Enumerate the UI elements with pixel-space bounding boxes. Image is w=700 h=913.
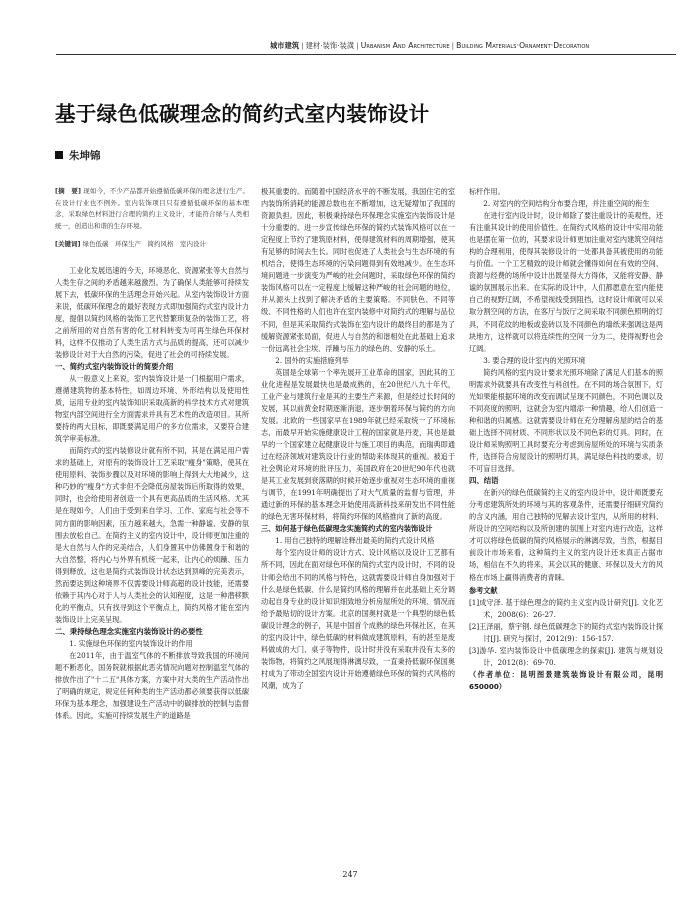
subsection-heading: 1. 实施绿色环保的室内装饰设计的作用 [69, 638, 193, 648]
header-category: 建材·装饰·装潢 [305, 41, 355, 50]
paragraph: 工业化发展迅速的今天，环境恶化、资源紧张等大自然与人类生存之间的矛盾越来越激烈。为了确保人类能够可持续发展下去，低碳环保的生活理念开始兴起。从室内装饰设计方面来说，低碳环保理念的最好表现方式即加强简约式室内设计力度，提倡以简约风格的装饰工艺代替繁琐复杂的装饰工艺，将之前所用的对自然有害的化工材料转变为可再生绿色环保材料，这样不仅推动了人类生活方式与品质的提高，还可以减少装修设计对于大自然的污染，促进了社会的可持续发展。 [55, 265, 249, 359]
column-1 [55, 186, 249, 722]
paragraph: 简约风格的室内设计要求光照环境除了满足人们基本的照明需求外就要具有改变性与科创性。在不同的场合氛围下，灯光如果能根据环境的改变而调试呈现不同颜色，不同色调以及不同亮度的照明，这就会为室内增添一种情趣，给人们创造一种和谐的归属感。这就需要设计师在充分理解房屋的结合的基础上选择不同材质、不同形状以及不同色彩的灯具。同时，在设计师采购照明工具时要充分考虑到房屋所处的环境与实质条件，选择符合房屋设计的照明灯具，满足绿色科技的要求，切不可盲目选择。 [469, 367, 663, 474]
reference-item: [2]王泽丽，蔡宇钢. 绿色低碳理念下的简约式室内装饰设计探讨[J]. 研究与探讨，2012(9)：156-157. [469, 621, 663, 643]
header-divider-3: | [451, 41, 455, 50]
section-heading: 二、秉持绿色理念实施室内装饰设计的必要性 [55, 626, 203, 636]
paragraph: 极其重要的。而随着中国经济水平的不断发展，我国住宅的室内装饰所消耗的能源总数也在不断增加，这无疑增加了我国的资源负担。因此，积极秉持绿色环保理念实施室内装饰设计是十分重要的。进一步宣传绿色环保的简约式装饰风格可以在一定程度上节约了建筑原材料，使得建筑材料的周期增强，使其有足够的时间去生长。同时也促进了人类社会与生态环境的有机结合，使得生态环境的污染问题得到有效地减少。在生态环境问题进一步演变为严峻的社会问题时，采取绿色环保的简约装饰风格可以在一定程度上缓解这种严峻的社会问题的地位，并从源头上找到了解决矛盾的主要策略。不同肤色、不同等级、不同性格的人们也许在室内装修中对简约式的理解与品位不同，但是其采取简约式装饰在室内设计的最终目的都是为了缓解资源紧张局面，促进人与自然的和谐相处在此基础上追求一份远离社会尘埃、浮躁与压力的绿色的、安静的乐土。 [261, 187, 455, 353]
subsection-heading: 2. 对室内的空间结构分布要合理，并注重空间的衔生 [483, 199, 650, 209]
author-line [55, 148, 101, 163]
author-name: 朱坤锦 [69, 150, 101, 162]
paragraph: 从一般意义上来说，室内装饰设计是一门根据用户需求，遵循建筑物的基本特性，如周边环境、外形结构以及使用性质，运用专业的室内装饰知识采取高新的科学技术方式对建筑物室内部空间进行全方面需求并具有艺术性的改造项目。其所要持的两大目标，即既要满足用户的多方位需求，又要符合建筑学审美标准。 [55, 373, 249, 444]
subsection-heading: 1. 用自己独特的理解诠释出最美的简约式设计风格 [275, 536, 435, 546]
paragraph: 在进行室内设计时，设计师除了要注重设计的美观性，还有注重其设计的使用价值性。在简约式风格的设计中实用功能也是摆在第一位的，其要求设计师更加注重对室内建筑空间结构的合理利用，使得其装修设计的一处都具备其被使用的功能与价值。一个工艺精致的设计师就会懂得如何在有效的空间、资源与经费的场所中设计出既显得大方得体，又能将安静、静谧的氛围展示出来。在实际的设计中，人们都愿意在室内能使自己的视野辽阔，不希望视线受到阻挡，这时设计师就可以采取分割空间的方法，在客厅与饭厅之间采取不同颜色照明的灯具，不同花纹的地板或瓷砖以及不同颜色的墙纸来强调这是两块地方，这样就可以将连续性的空间一分为二，使得视野也会辽阔。 [469, 211, 663, 353]
paragraph: 在2011年，由于温室气体的不断排放导致我国的环境问题不断恶化，国务院就根据此恶劣情况向题对控制温室气体的排放作出了"十二五"具体方案，方案中对大类的生产活动作出了明确的规定，规定任何种类的生产活动都必须要获得以低碳环保为基本理念，加强建设生产活动中的碳排放的控制与监督体系。因此，实施可持续发展生产的道路是 [55, 651, 249, 721]
reference-item: [1]成守泽. 基于绿色理念的简约主义室内设计研究[J]. 文化艺术，2008(6)：26-27. [469, 597, 663, 619]
author-square-icon [55, 151, 63, 159]
abstract-tag: [摘 要] [55, 187, 81, 195]
running-header [270, 41, 680, 51]
reference-item: [3]游华. 室内装饰设计中低碳理念的探索[J]. 建筑与规划设计，2012(8)：69-70. [469, 645, 663, 667]
paragraph: 标杆作用。 [469, 187, 505, 196]
header-section: 城市建筑 [270, 41, 300, 50]
keywords-tag: [关键词] [55, 239, 81, 248]
header-en-right: Building Materials·Ornament·Decoration [456, 41, 590, 50]
header-divider: | [301, 41, 304, 50]
keywords [55, 239, 249, 251]
column-3 [469, 186, 663, 693]
section-heading: 三、如何基于绿色低碳理念实施简约式的室内装饰设计 [261, 524, 433, 534]
references-heading: 参考文献 [469, 585, 498, 595]
paragraph: 而简约式的室内装修设计就有所不同，其是在满足用户需求的基础上，对原有的装饰设计工艺采取"瘦身"策略，使其在使用原料、装饰步骤以及对环境的影响上得到大大地减少，这种巧妙的"瘦身"方式非但不会降低房屋装饰后所取得的效果，同时，也会给使用者创造一个具有更高品质的生活风格。尤其是在现如今，人们由于受到来自学习、工作、家庭与社会等不同方面的影响因素，压力越来越大，急需一种静谧、安静的氛围去放松自己。在简约主义的室内设计中，设计师更加注重的是大自然与人作的完美结合，人们身置其中仿佛置身于和谐的大自然整，将内心与外界有机统一起来，让内心的烦躁、压力得到释放。这也是简约式装饰设计状态达到顶峰的完美表示，然而要达到这种境界不仅需要设计师高超的设计技能，还需要依赖于其内心对于人与人类社会的认知程度，这是一种潜移默化的平衡点，只有找寻到这个平衡点上，简约风格才能在室内装饰设计上完美呈现。 [55, 446, 249, 624]
paragraph: 在新兴的绿色低碳简约主义的室内设计中，设计师既要充分考虑建筑所处的环境与其的客观条件，还需要仔细研究简约的含义内涵，用自己独特的见解去设计室内，从所用的材料、所设计的空间结构以及所创建的氛围上对室内进行改造，这样才可以将绿色低碳的简约风格展示的淋漓尽致，当然，根据目前设计市场来看，这种简约主义的室内设计还未真正占据市场，相信在不久的将来，其会以其的健康、环保以及大方的风格在市场上赢得消费者的青睐。 [469, 488, 663, 582]
keywords-text: 绿色低碳 环保生产 简约风格 室内设计 [82, 239, 207, 248]
author-affiliation: （作者单位：昆明图景建筑装饰设计有限公司，昆明 650000） [469, 669, 663, 691]
paragraph: 英国是全球第一个率先展开工业革命的国家，因此其的工业化进程是发展最快也是最成熟的，在20世纪八九十年代，工业产业与建筑行业是其的主要生产来源，但是经过长时间的发展，其以前黄金时期逐渐消退，逐步朝着环保与简约的方向发展。北欧的一些国家早在1989年就已经采取统一了环境标志，而最早开始实施健康设计工程的国家就是丹麦，其也是最早的一个国家建立起健康设计与施工项目的典范，而瑞典即通过在经济领域对建筑设计行业的帮助来体现其的重视。被追于社会舆论对环境的批评压力，美国政府在20世纪90年代也就是其工业发展到衰落期的时候开始逐步重视对生态环境的重视与调节，在1991年明确提出了对大气质量的监督与管理，并通过新的环保的基本理念开始使用高新科技来研发出不同性能的绿色无害环保材料，将简约环保的风格推向了新的高度。 [261, 367, 455, 522]
page-number: 247 [342, 870, 358, 879]
abstract-text: 现如今，不少产品都开始遵循低碳环保的理念进行生产。在设计行业也不例外。室内装饰项目只有遵循低碳环保的基本理念，采取绿色材料进行合理的简约主义设计，才能符合绿与人类相统一，创造出和谐的生存环境。 [55, 187, 249, 231]
paragraph: 每个室内设计师的设计方式、设计风格以及设计工艺都有所不同，因此在面对绿色环保的简约式室内设计时，不同的设计师会给出不同的风格与特色，这就需要设计师自身加强对于什么是绿色低碳、什么是简约风格的理解并在此基础上充分调动起自身专业的设计知识细致地分析房屋所处的环境、情况而给予最贴切的设计方案。北京的国奥村就是一个典型的绿色低碳设计理念的例子，其是中国首个成熟的绿色环保社区，在其的室内设计中，绿色低碳的材料做成建筑原料，有的甚至是废料做成的大门、桌子等物件，设计时并没有采取并没有太多的装饰物，将简约之风展现得淋漓尽致，一直秉持低碳环保国奥村成为了带动全国室内设计开始遵循绿色环保的简约式风格的风潮，成为了 [261, 548, 455, 690]
section-heading: 四、结语 [469, 476, 499, 486]
header-en-left: Urbanism And Architecture [360, 41, 450, 50]
header-divider-2: | [356, 41, 359, 50]
header-rule [56, 54, 676, 55]
column-2 [261, 186, 455, 692]
article-title: 基于绿色低碳理念的简约式室内装饰设计 [55, 102, 430, 126]
abstract [55, 186, 249, 233]
section-heading: 一、简约式室内装饰设计的简要介绍 [55, 361, 174, 371]
subsection-heading: 3. 要合理的设计室内的光照环境 [483, 355, 586, 365]
subsection-heading: 2. 国外的实施措施列举 [275, 355, 349, 365]
